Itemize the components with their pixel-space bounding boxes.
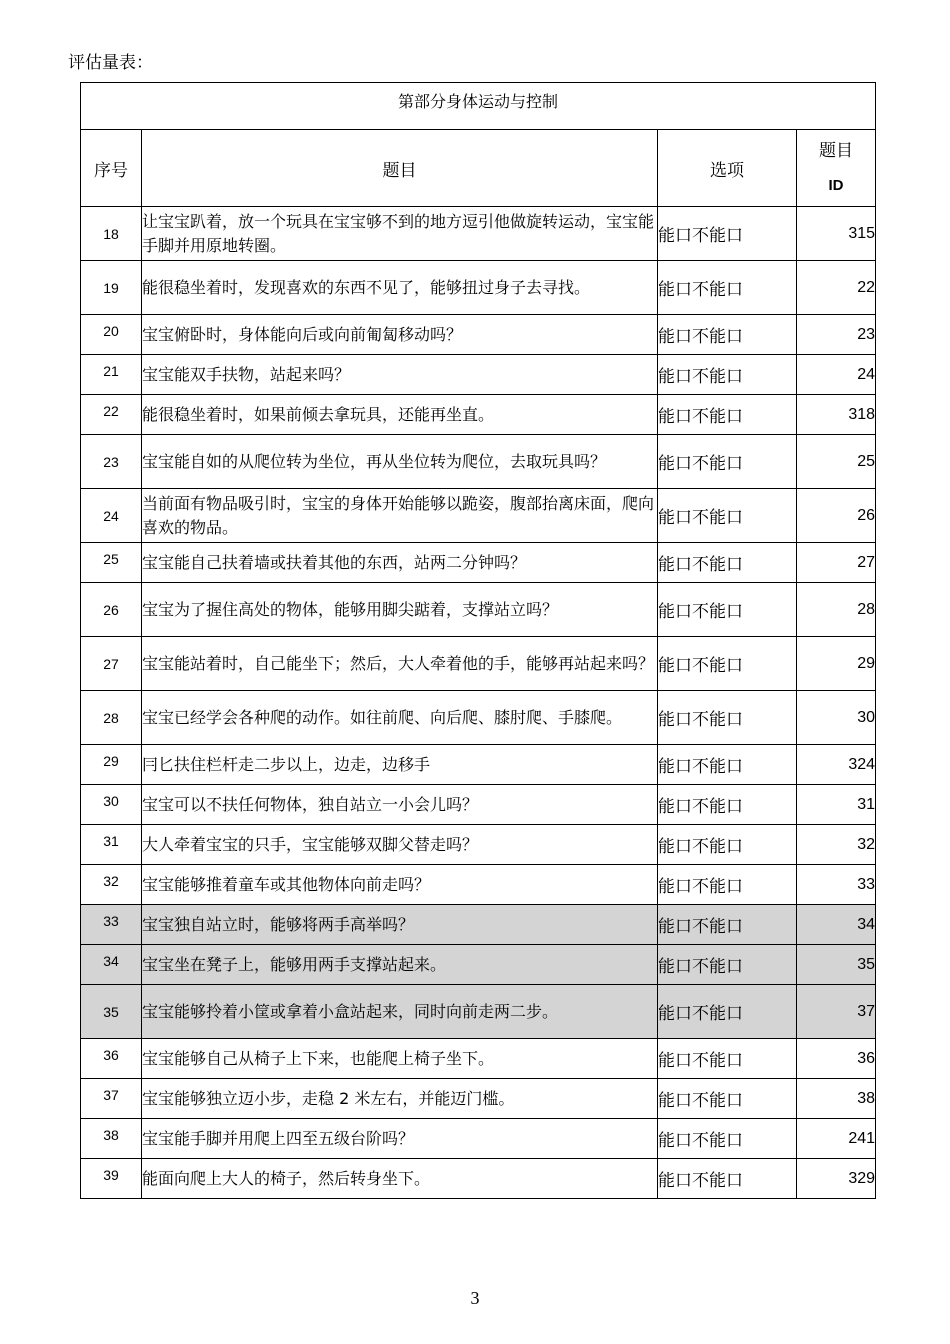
table-row [81, 583, 876, 637]
row-item: 宝宝能够独立迈小步，走稳 2 米左右，并能迈门槛。 [142, 1079, 658, 1119]
row-option[interactable]: 能口不能口 [658, 583, 797, 637]
row-id: 329 [797, 1159, 876, 1199]
row-option[interactable]: 能口不能口 [658, 1039, 797, 1079]
row-id: 29 [797, 637, 876, 691]
table-row [81, 435, 876, 489]
row-id: 33 [797, 865, 876, 905]
row-index: 36 [81, 1039, 142, 1079]
row-item: 宝宝能站着时，自己能坐下；然后，大人牵着他的手，能够再站起来吗？ [142, 637, 658, 691]
table-row [81, 1119, 876, 1159]
row-index: 34 [81, 945, 142, 985]
row-item: 大人牵着宝宝的只手，宝宝能够双脚父替走吗？ [142, 825, 658, 865]
row-index: 21 [81, 355, 142, 395]
row-item: 宝宝能双手扶物，站起来吗？ [142, 355, 658, 395]
row-item: 宝宝能手脚并用爬上四至五级台阶吗？ [142, 1119, 658, 1159]
row-option[interactable]: 能口不能口 [658, 543, 797, 583]
row-item: 宝宝可以不扶任何物体，独自站立一小会儿吗？ [142, 785, 658, 825]
table-row [81, 637, 876, 691]
row-id: 27 [797, 543, 876, 583]
row-index: 20 [81, 315, 142, 355]
row-id: 38 [797, 1079, 876, 1119]
row-item: 能很稳坐着时，如果前倾去拿玩具，还能再坐直。 [142, 395, 658, 435]
row-id: 34 [797, 905, 876, 945]
table-row [81, 945, 876, 985]
table-row [81, 1159, 876, 1199]
header-id-line1: 题目 [819, 140, 853, 161]
row-option[interactable]: 能口不能口 [658, 745, 797, 785]
row-option[interactable]: 能口不能口 [658, 1119, 797, 1159]
row-option[interactable]: 能口不能口 [658, 905, 797, 945]
row-id: 26 [797, 489, 876, 543]
row-option[interactable]: 能口不能口 [658, 207, 797, 261]
assessment-table [80, 82, 876, 1199]
row-id: 318 [797, 395, 876, 435]
row-index: 25 [81, 543, 142, 583]
header-item: 题目 [142, 130, 658, 207]
row-index: 27 [81, 637, 142, 691]
table-row [81, 825, 876, 865]
row-option[interactable]: 能口不能口 [658, 261, 797, 315]
row-index: 26 [81, 583, 142, 637]
table-row [81, 745, 876, 785]
row-option[interactable]: 能口不能口 [658, 489, 797, 543]
row-id: 35 [797, 945, 876, 985]
row-id: 30 [797, 691, 876, 745]
intro-label: 评估量表： [68, 53, 153, 73]
row-index: 30 [81, 785, 142, 825]
row-index: 19 [81, 261, 142, 315]
table-row [81, 691, 876, 745]
table-row [81, 785, 876, 825]
table-row [81, 543, 876, 583]
row-option[interactable]: 能口不能口 [658, 1159, 797, 1199]
row-option[interactable]: 能口不能口 [658, 985, 797, 1039]
row-id: 31 [797, 785, 876, 825]
row-item: 宝宝俯卧时，身体能向后或向前匍匐移动吗？ [142, 315, 658, 355]
row-item: 宝宝能自如的从爬位转为坐位，再从坐位转为爬位，去取玩具吗？ [142, 435, 658, 489]
row-index: 24 [81, 489, 142, 543]
row-option[interactable]: 能口不能口 [658, 825, 797, 865]
section-title-row [81, 83, 876, 130]
header-option: 选项 [658, 130, 797, 207]
table-row [81, 261, 876, 315]
row-id: 36 [797, 1039, 876, 1079]
row-id: 324 [797, 745, 876, 785]
table-row [81, 985, 876, 1039]
row-id: 32 [797, 825, 876, 865]
row-option[interactable]: 能口不能口 [658, 355, 797, 395]
row-index: 39 [81, 1159, 142, 1199]
row-option[interactable]: 能口不能口 [658, 637, 797, 691]
row-id: 23 [797, 315, 876, 355]
table-row [81, 865, 876, 905]
row-item: 让宝宝趴着，放一个玩具在宝宝够不到的地方逗引他做旋转运动，宝宝能手脚并用原地转圈。 [142, 207, 658, 261]
row-id: 24 [797, 355, 876, 395]
row-option[interactable]: 能口不能口 [658, 435, 797, 489]
row-index: 18 [81, 207, 142, 261]
header-row [81, 130, 876, 207]
row-id: 22 [797, 261, 876, 315]
row-item: 宝宝独自站立时，能够将两手高举吗？ [142, 905, 658, 945]
row-id: 25 [797, 435, 876, 489]
row-item: 宝宝能够自己从椅子上下来，也能爬上椅子坐下。 [142, 1039, 658, 1079]
row-item: 宝宝为了握住高处的物体，能够用脚尖踮着，支撑站立吗？ [142, 583, 658, 637]
row-option[interactable]: 能口不能口 [658, 315, 797, 355]
row-index: 33 [81, 905, 142, 945]
row-index: 32 [81, 865, 142, 905]
row-index: 29 [81, 745, 142, 785]
row-item: 能面向爬上大人的椅子，然后转身坐下。 [142, 1159, 658, 1199]
row-option[interactable]: 能口不能口 [658, 691, 797, 745]
table-row [81, 1079, 876, 1119]
row-item: 能很稳坐着时，发现喜欢的东西不见了，能够扭过身子去寻找。 [142, 261, 658, 315]
table-row [81, 207, 876, 261]
row-id: 315 [797, 207, 876, 261]
row-index: 31 [81, 825, 142, 865]
row-index: 23 [81, 435, 142, 489]
row-index: 35 [81, 985, 142, 1039]
table-row [81, 905, 876, 945]
row-option[interactable]: 能口不能口 [658, 395, 797, 435]
row-item: 宝宝坐在凳子上，能够用两手支撑站起来。 [142, 945, 658, 985]
row-option[interactable]: 能口不能口 [658, 865, 797, 905]
row-item: 宝宝能自己扶着墙或扶着其他的东西，站两二分钟吗？ [142, 543, 658, 583]
header-id-line2: ID [828, 176, 844, 194]
row-index: 38 [81, 1119, 142, 1159]
row-id: 37 [797, 985, 876, 1039]
table-row [81, 395, 876, 435]
row-option[interactable]: 能口不能口 [658, 785, 797, 825]
row-id: 241 [797, 1119, 876, 1159]
row-option[interactable]: 能口不能口 [658, 945, 797, 985]
row-index: 37 [81, 1079, 142, 1119]
row-id: 28 [797, 583, 876, 637]
header-id [797, 130, 876, 207]
header-index: 序号 [81, 130, 142, 207]
row-index: 28 [81, 691, 142, 745]
row-index: 22 [81, 395, 142, 435]
row-item: 宝宝已经学会各种爬的动作。如往前爬、向后爬、膝肘爬、手膝爬。 [142, 691, 658, 745]
row-item: 宝宝能够拎着小筐或拿着小盒站起来，同时向前走两二步。 [142, 985, 658, 1039]
table-row [81, 489, 876, 543]
row-item: 当前面有物品吸引时，宝宝的身体开始能够以跪姿，腹部抬离床面，爬向喜欢的物品。 [142, 489, 658, 543]
row-option[interactable]: 能口不能口 [658, 1079, 797, 1119]
section-title: 第部分身体运动与控制 [81, 83, 876, 130]
table-row [81, 1039, 876, 1079]
row-item: 冃匕扶住栏杆走二步以上，边走，边移手 [142, 745, 658, 785]
table-row [81, 315, 876, 355]
row-item: 宝宝能够推着童车或其他物体向前走吗？ [142, 865, 658, 905]
page-number: 3 [470, 1288, 480, 1308]
table-row [81, 355, 876, 395]
